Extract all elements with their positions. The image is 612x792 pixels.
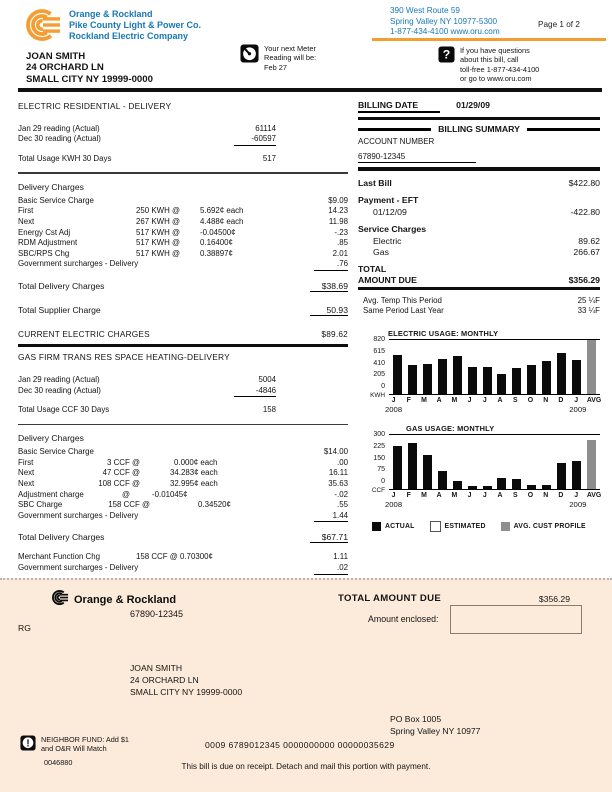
charge-label: Adjustment charge [18,489,84,499]
total-label-row [358,264,600,274]
chart-bar [468,486,477,490]
avg-temp-value: 25 ¼F [577,296,600,306]
gas-delivery-heading: Delivery Charges [18,433,84,444]
same-period-row [363,306,600,315]
charge-label: Government surcharges - Delivery [18,510,139,520]
chart-bar [423,455,432,489]
chart-bar [587,340,596,394]
merchant-row [18,563,348,575]
charge-label: Basic Service Charge [18,447,94,457]
chart-bar [572,360,581,394]
chart-x-tick: N [543,397,549,405]
neighbor-fund-line: and O&R Will Match [41,744,107,754]
same-period-value: 33 ¼F [577,306,600,316]
charge-qty: 267 KWH @ [136,217,180,227]
charge-rate: 0.000¢ each [174,457,218,467]
brand-line: Orange & Rockland [69,9,153,19]
charge-label: Next [18,217,35,227]
gas-usage-chart [358,424,600,509]
chart-x-tick: M [451,492,458,500]
charge-qty: @ [121,489,130,499]
chart-bar [557,463,566,490]
brand-block [26,7,201,48]
stub-total-due-label: TOTAL AMOUNT DUE [338,593,442,604]
amount-due-value: $356.29 [568,274,600,285]
charge-amount: .55 [337,500,348,510]
avg-temp-row [363,296,600,305]
charge-amount: .76 [314,259,348,271]
divider-segment [527,128,600,131]
amount-due-label: AMOUNT DUE [358,274,417,285]
chart-bar [587,440,596,490]
merchant-rows [18,552,348,574]
same-period-label: Same Period Last Year [363,306,444,316]
stub-form-number: 0046880 [44,758,73,767]
stub-mail-city: SMALL CITY NY 19999-0000 [130,687,243,698]
chart-bar [408,443,417,489]
neighbor-fund-notice [20,735,129,753]
merchant-label: Government surcharges - Delivery [18,563,139,573]
chart-year-labels [385,404,600,414]
chart-x-tick: F [406,397,411,405]
merchant-row [18,552,348,563]
chart-y-axis: KWH 820 615 410 205 0 [370,336,385,400]
reading-label: Jan 29 reading (Actual) [18,375,100,385]
chart-bar [542,361,551,394]
questions-url: or go to www.oru.com [460,73,532,83]
charge-qty: 517 KWH @ [136,248,180,258]
electric-delivery-heading: Delivery Charges [18,181,84,192]
charge-amount: $9.09 [328,195,348,205]
charges-column [18,96,348,651]
divider [358,117,600,120]
remit-city: Spring Valley NY 10977 [390,726,481,737]
chart-x-tick: J [482,397,487,405]
chart-x-tick: A [436,492,442,500]
legend-item-actual [372,522,415,531]
legend-estimated-label: ESTIMATED [444,523,486,531]
charge-label: Energy Cst Adj [18,227,71,237]
charge-amount: 1.44 [314,511,348,523]
reading-value: 5004 [258,375,276,385]
orange-divider [372,38,606,41]
legend-avg-profile-swatch [501,522,510,531]
account-number-label: ACCOUNT NUMBER [358,137,435,147]
payment-detail-row [358,207,600,217]
chart-bar [497,374,506,394]
charge-amount: .85 [337,238,348,248]
payment-row [358,195,600,205]
chart-unit-label: CCF [371,487,385,495]
total-supplier-label: Total Supplier Charge [18,305,101,316]
chart-bar [453,481,462,489]
chart-year-label: 2009 [569,405,587,415]
charge-label: SBC/RPS Chg [18,248,70,258]
current-electric-amount: $89.62 [321,329,348,340]
divider-segment [358,128,431,131]
chart-plot-area [389,434,600,490]
chart-bar [557,353,566,394]
oru-logo-icon [26,7,62,48]
reading-value: -60597 [234,134,276,145]
stub-brand-name: Orange & Rockland [74,594,177,606]
charge-row [18,249,348,260]
company-address-line: 390 West Route 59 [390,6,460,15]
brand-line: Pike County Light & Power Co. [69,19,202,30]
gas-readings [18,375,348,415]
electric-summary-amount: 89.62 [578,235,600,246]
charge-row [18,196,348,207]
neighbor-fund-text [41,735,129,753]
charge-amount: -.23 [334,227,348,237]
billing-summary-title: BILLING SUMMARY [438,124,520,135]
charge-label: RDM Adjustment [18,238,78,248]
page-number: Page 1 of 2 [538,20,580,29]
customer-street: 24 ORCHARD LN [26,62,104,74]
electric-summary-row [358,236,600,246]
charge-row [18,458,348,469]
charge-row [18,468,348,479]
chart-x-tick: S [512,397,518,405]
stub-mailing-address [130,662,242,699]
question-icon [438,46,455,83]
electric-readings [18,124,348,164]
charge-row [18,479,348,490]
payment-label: Payment - EFT [358,194,419,205]
alert-icon [20,735,36,753]
chart-x-tick: AVG [586,492,602,500]
chart-bar [393,446,402,489]
billing-summary-column [358,96,600,532]
charge-row [18,447,348,458]
divider [358,287,600,290]
charge-label: Next [18,468,35,478]
reading-value: -4846 [234,386,276,397]
meter-notice-line: Your next Meter [264,44,316,53]
total-supplier-amount: 50.93 [310,305,348,316]
chart-x-tick: N [543,492,549,500]
questions-notice [438,46,539,83]
service-charges-row [358,224,600,234]
charge-amount: 16.11 [328,468,348,478]
charge-row [18,217,348,228]
chart-x-labels [385,492,600,499]
charge-row [18,238,348,249]
chart-x-tick: M [451,397,458,405]
chart-bar [408,365,417,394]
chart-x-tick: O [527,492,534,500]
charge-amount: 2.01 [332,248,348,258]
billing-date-row [358,100,600,113]
chart-title: ELECTRIC USAGE: MONTHLY [388,329,499,339]
merchant-amount: .02 [314,563,348,575]
meter-reading-notice [240,44,316,72]
chart-bar [542,485,551,489]
chart-x-tick: AVG [586,397,602,405]
charge-qty: 250 KWH @ [136,206,180,216]
total-usage-label: Total Usage KWH 30 Days [18,153,112,163]
questions-notice-text [460,46,539,83]
brand-line: Rockland Electric Company [69,30,189,41]
meter-notice-line: Reading will be: [264,53,317,63]
charge-qty: 517 KWH @ [136,238,180,248]
service-charges-label: Service Charges [358,223,427,234]
charge-amount: -.02 [334,489,348,499]
reading-label: Dec 30 reading (Actual) [18,134,101,144]
chart-bar [468,367,477,394]
total-usage-row [18,405,348,415]
electric-summary-label: Electric [373,235,402,246]
section-divider [18,344,348,347]
charge-amount: 35.63 [328,479,348,489]
billing-date-value: 01/29/09 [456,100,490,110]
charge-row [18,490,348,501]
chart-bar [438,471,447,489]
charge-rate [180,447,200,458]
charge-rate: 5.692¢ each [200,206,244,216]
gas-charge-table [18,447,348,522]
chart-x-labels [385,397,600,404]
charge-label: Basic Service Charge [18,195,94,205]
chart-year-label: 2009 [569,500,587,510]
charge-rate [180,196,200,207]
chart-x-tick: J [391,397,396,405]
chart-x-tick: A [497,492,503,500]
gas-summary-row [358,247,600,257]
chart-plot-area [389,339,600,395]
merchant-amount: 1.11 [333,552,348,562]
total-usage-value: 517 [262,153,276,163]
chart-x-tick: M [421,397,427,405]
chart-x-tick: J [574,492,579,500]
total-usage-label: Total Usage CCF 30 Days [18,405,110,415]
chart-title: GAS USAGE: MONTHLY [406,424,495,434]
chart-x-tick: F [406,492,411,500]
charge-qty [118,196,180,207]
stub-footer-note: This bill is due on receipt. Detach and mail this portion with payment. [181,762,431,771]
current-electric-label: CURRENT ELECTRIC CHARGES [18,329,150,340]
divider [18,172,348,174]
svg-text:?: ? [442,47,451,62]
total-delivery-row [18,281,348,292]
reading-label: Jan 29 reading (Actual) [18,124,100,133]
payment-date: 01/12/09 [373,206,407,217]
electric-usage-chart [358,329,600,414]
divider [18,424,348,426]
chart-x-tick: J [467,492,472,500]
legend-actual-swatch [372,522,381,531]
chart-x-tick: J [574,397,579,405]
chart-y-axis: CCF 300 225 150 75 0 [371,431,385,495]
chart-x-tick: J [467,397,472,405]
reading-row [18,375,348,385]
chart-bar [423,364,432,395]
charge-rate: 0.38897¢ [200,248,233,258]
charge-label: Next [18,479,35,489]
merchant-qty: 158 CCF @ 0.70300¢ [136,552,213,562]
brand-names [69,7,201,42]
stub-mail-street: 24 ORCHARD LN [130,675,199,686]
current-electric-row [18,329,348,344]
chart-bar [497,478,506,489]
amount-enclosed-box[interactable] [450,605,582,634]
chart-bar [483,486,492,490]
total-usage-row [18,154,348,164]
charge-rate: 34.283¢ each [170,468,218,478]
merchant-label: Merchant Function Chg [18,552,101,562]
stub-scan-line: 0009 6789012345 0000000000 00000035629 [205,740,395,750]
charge-row [18,259,348,271]
charge-amount: 14.23 [328,206,348,216]
customer-name: JOAN SMITH [26,51,86,62]
chart-unit-label: KWH [370,392,385,400]
reading-row [18,386,348,397]
meter-icon [240,44,259,72]
total-label: TOTAL [358,263,387,274]
customer-address-block [26,51,153,85]
billing-summary-header [358,124,600,134]
charge-label: SBC Charge [18,500,63,510]
chart-bar [527,485,536,489]
total-delivery-label: Total Delivery Charges [18,281,105,292]
chart-bar [483,367,492,394]
questions-line: about this bill, call [460,55,519,65]
chart-x-tick: J [482,492,487,500]
avg-temp-label: Avg. Temp This Period [363,296,442,306]
chart-x-tick: D [558,397,564,405]
charge-label: First [18,457,34,467]
gas-section-title: GAS FIRM TRANS RES SPACE HEATING-DELIVERY [18,352,230,363]
last-bill-amount: $422.80 [568,177,600,188]
chart-bar [527,365,536,394]
chart-year-label: 2008 [385,500,403,510]
legend-item-estimated [430,521,486,532]
legend-item-avg-profile [501,522,586,531]
account-number-value: 67890-12345 [358,152,476,163]
amount-enclosed-label: Amount enclosed: [368,614,439,624]
charge-rate: 32.995¢ each [170,479,218,489]
oru-logo-black-icon [52,589,69,611]
electric-charge-table [18,196,348,271]
reading-label: Dec 30 reading (Actual) [18,385,101,395]
charge-qty: 108 CCF @ [98,479,140,489]
chart-x-tick: D [558,492,564,500]
stub-rg-code: RG [18,623,31,633]
charge-qty: 3 CCF @ [107,457,140,467]
charge-rate: -0.01045¢ [152,489,188,499]
reading-row [18,124,348,134]
temperature-block [358,296,600,315]
total-delivery-amount: $38.69 [310,281,348,292]
amount-due-row [358,275,600,285]
company-address-line: Spring Valley NY 10977-5300 [390,16,498,26]
legend-estimated-swatch [430,521,441,532]
stub-account-number: 67890-12345 [130,609,184,619]
charge-rate: 0.34520¢ [198,500,231,510]
payment-stub [0,578,612,792]
chart-bar [512,479,521,489]
remit-po-box: PO Box 1005 [390,714,442,724]
company-address-line: 1-877-434-4100 www.oru.com [390,27,500,37]
total-usage-value: 158 [262,405,276,415]
chart-x-tick: S [512,492,518,500]
header-divider [18,88,602,92]
svg-text:!: ! [26,738,30,750]
meter-notice-date: Feb 27 [264,62,288,72]
charge-rate: 0.16400¢ [200,238,233,248]
charge-label: First [18,206,34,216]
total-supplier-row [18,305,348,316]
charge-row [18,511,348,523]
reading-value: 61114 [255,124,276,133]
chart-bar [512,368,521,394]
chart-x-tick: A [436,397,442,405]
stub-brand [52,589,176,611]
chart-bar [393,355,402,395]
chart-bar [453,356,462,394]
last-bill-row [358,178,600,188]
chart-x-tick: J [391,492,396,500]
customer-city: SMALL CITY NY 19999-0000 [26,73,153,85]
chart-x-tick: M [421,492,427,500]
charge-label: Government surcharges - Delivery [18,259,139,269]
stub-total-due-amount: $356.29 [538,594,570,604]
payment-amount: -422.80 [570,206,600,217]
charge-row [18,500,348,511]
reading-row [18,134,348,145]
chart-bar [438,359,447,395]
total-delivery-amount: $67.71 [310,532,348,543]
divider [358,167,600,170]
company-address [390,6,500,38]
charge-row [18,228,348,239]
chart-x-tick: O [527,397,534,405]
chart-legend [372,521,600,532]
chart-year-label: 2008 [385,405,403,415]
charge-rate: -0.04500¢ [200,227,236,237]
gas-summary-amount: 266.67 [573,246,600,257]
gas-summary-label: Gas [373,246,389,257]
meter-notice-text [264,44,316,72]
electric-section-title: ELECTRIC RESIDENTIAL - DELIVERY [18,101,172,111]
chart-year-labels [385,499,600,509]
neighbor-fund-line: NEIGHBOR FUND: Add $1 [41,735,129,744]
charge-qty: 517 KWH @ [136,227,180,237]
charge-rate: 4.488¢ each [200,217,244,227]
questions-line: If you have questions [460,46,530,55]
charge-amount: .00 [337,457,348,467]
charge-amount: $14.00 [323,447,348,457]
chart-bar [572,461,581,489]
billing-date-label: BILLING DATE [358,100,440,113]
charge-qty: 47 CCF @ [102,468,140,478]
total-delivery-label: Total Delivery Charges [18,532,105,543]
charge-row [18,206,348,217]
total-delivery-row [18,532,348,543]
legend-avg-profile-label: AVG. CUST PROFILE [513,523,586,531]
chart-x-tick: A [497,397,503,405]
last-bill-label: Last Bill [358,177,392,188]
legend-actual-label: ACTUAL [385,523,415,531]
questions-phone: toll-free 1-877-434-4100 [460,64,540,74]
remit-to-address [390,713,480,737]
charge-amount: 11.98 [328,217,348,227]
charge-qty [118,447,180,458]
stub-mail-name: JOAN SMITH [130,663,183,673]
charge-qty: 158 CCF @ [108,500,150,510]
